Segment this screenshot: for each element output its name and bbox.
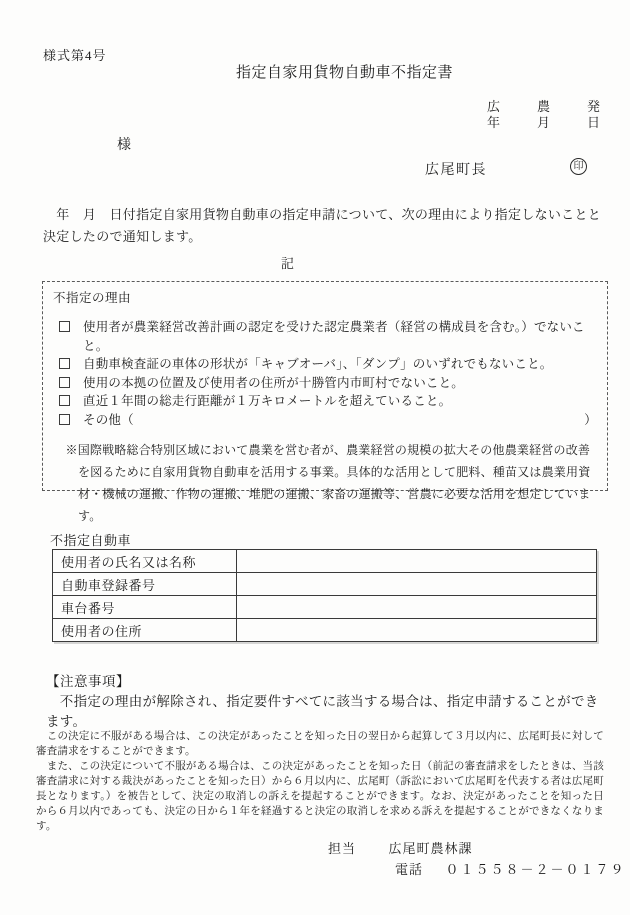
reason-item-label: その他（ <box>83 412 134 427</box>
table-row <box>53 550 597 573</box>
reason-item-label: 直近１年間の総走行距離が１万キロメートルを超えていること。 <box>83 394 452 409</box>
ref-char: 広 <box>487 99 501 114</box>
notice-body: 不指定の理由が解除され、指定要件すべてに該当する場合は、指定申請することができます。 <box>46 694 599 729</box>
row-value-cell[interactable] <box>237 573 597 596</box>
notice-heading: 【注意事項】 <box>46 674 130 689</box>
contact-line-1 <box>328 838 626 859</box>
vehicle-table <box>52 549 597 642</box>
ref-date-row <box>487 115 600 131</box>
row-value-cell[interactable] <box>237 596 597 619</box>
reason-item-label: 使用の本拠の位置及び使用者の住所が十勝管内市町村でないこと。 <box>83 375 465 390</box>
reason-item <box>53 392 597 411</box>
appeal-information <box>36 729 604 834</box>
phone-number: ０１５５８－２－０１７９ <box>445 862 626 877</box>
checkbox[interactable] <box>59 358 70 369</box>
contact-line-2 <box>395 859 626 880</box>
contact-label: 担当 <box>328 841 357 856</box>
reason-box-heading: 不指定の理由 <box>53 291 132 305</box>
row-value-cell[interactable] <box>237 619 597 642</box>
ref-char: 日 <box>586 115 600 130</box>
row-label-cell: 使用者の氏名又は名称 <box>53 550 237 573</box>
checkbox[interactable] <box>59 321 70 332</box>
issuer-title: 広尾町長 <box>425 163 487 178</box>
other-close-paren: ） <box>584 412 597 427</box>
ref-char: 発 <box>586 99 600 114</box>
form-number: 様式第4号 <box>43 48 107 63</box>
contact-block <box>328 838 626 880</box>
checkbox[interactable] <box>59 414 70 425</box>
recipient-honorific: 様 <box>117 138 131 153</box>
checkbox[interactable] <box>59 395 70 406</box>
table-row <box>53 596 597 619</box>
appeal-paragraph-2: また、この決定について不服がある場合は、この決定があったことを知った日（前記の審査請求をしたときは、当該審査請求に対する裁決があったことを知った日）から６月以内に、広尾町（訴訟において広尾町を代表する者は広尾町長となります。）を被告として、決定の取消しの訴えを提起することができます。なお、決定があったことを知った日から６月以内であっても、決定の日から１年を経過すると決定の取消しを求める訴えを提起することができなくなります。 <box>36 761 604 832</box>
table-row <box>53 573 597 596</box>
appeal-paragraph-1: この決定に不服がある場合は、この決定があったことを知った日の翌日から起算して３月以内に、広尾町長に対して審査請求をすることができます。 <box>36 731 604 757</box>
reason-box <box>42 281 608 523</box>
reason-item-label: 自動車検査証の車体の形状が「キャブオーバ」、「ダンプ」のいずれでもないこと。 <box>83 357 553 372</box>
row-label-cell: 自動車登録番号 <box>53 573 237 596</box>
ref-char: 年 <box>487 115 501 130</box>
reason-note: ※国際戦略総合特別区域において農業を営む者が、農業経営の規模の拡大その他農業経営の改善を図るために自家用貨物自動車を活用する事業。具体的な活用として肥料、種苗又は農業用資材・機械の運搬、作物の運搬、堆肥の運搬、家畜の運搬等、営農に必要な活用を想定しています。 <box>65 442 591 523</box>
reason-item-other <box>53 411 597 430</box>
reason-checkbox-list <box>53 318 597 430</box>
checkbox[interactable] <box>59 377 70 388</box>
phone-label: 電話 <box>395 862 424 877</box>
ki-heading: 記 <box>281 256 296 271</box>
ref-number-block <box>487 99 600 131</box>
reason-item <box>53 355 597 374</box>
row-value-cell[interactable] <box>237 550 597 573</box>
ref-doc-row <box>487 99 600 115</box>
ref-char: 農 <box>536 99 550 114</box>
reason-item <box>53 318 597 355</box>
ref-char: 月 <box>536 115 550 130</box>
row-label-cell: 車台番号 <box>53 596 237 619</box>
body-paragraph: 年 月 日付指定自家用貨物自動車の指定申請について、次の理由により指定しないことと決定したので通知します。 <box>43 207 602 244</box>
table-row <box>53 619 597 642</box>
vehicle-table-caption: 不指定自動車 <box>50 533 132 548</box>
reason-item-label: 使用者が農業経営改善計画の認定を受けた認定農業者（経営の構成員を含む。）でないこと。 <box>83 320 585 353</box>
page-title: 指定自家用貨物自動車不指定書 <box>236 65 454 81</box>
reason-item <box>53 374 597 393</box>
seal-icon: 印 <box>570 158 587 175</box>
contact-department: 広尾町農林課 <box>388 841 473 856</box>
row-label-cell: 使用者の住所 <box>53 619 237 642</box>
